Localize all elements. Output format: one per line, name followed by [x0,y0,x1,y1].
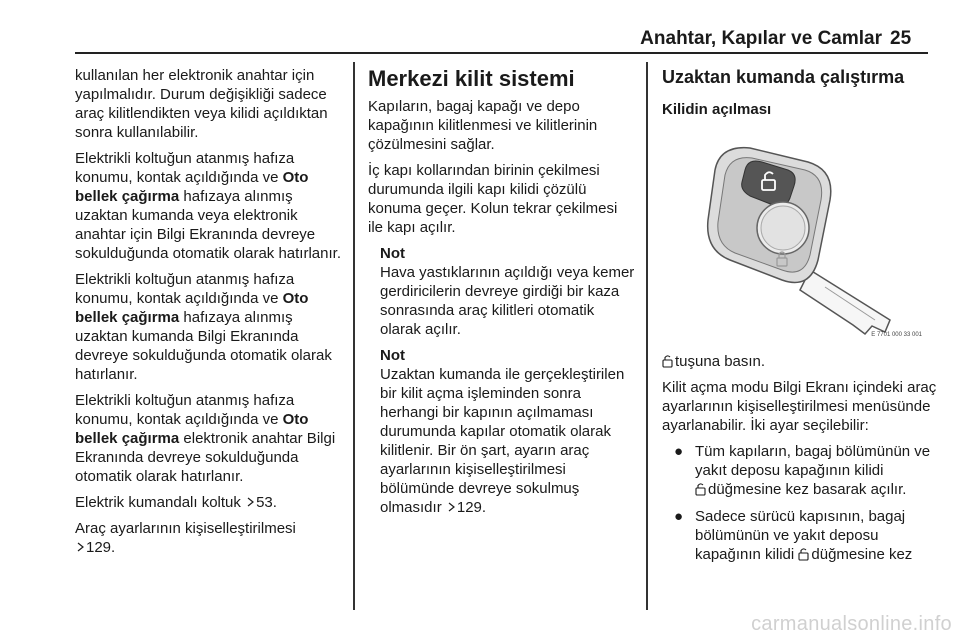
note-block [380,244,636,517]
column-divider-2 [646,62,648,610]
watermark: carmanualsonline.info [751,613,952,635]
unlock-icon [695,482,706,496]
note-text: Uzaktan kumanda ile gerçekleştirilen bir kilit açma işleminden sonra herhangi bir kapının açılmaması durumunda kapılar otomatik olarak kilitlenir. Bir ön şart, ayarın araç ayarlarının kişiselleştirilmesi bölümünde devreye sokulmuş olmasıdır [380,366,625,516]
section-title: Uzaktan kumanda çalıştırma [662,67,905,87]
setting-name: Oto bellek çağırma [75,169,309,205]
note-label: Not [380,347,405,364]
cross-reference[interactable]: 129. [456,499,487,516]
paragraph: Elektrikli koltuğun atanmış hafıza konumu, kontak açıldığında ve Oto bellek çağırma hafızaya alınmış uzaktan kumanda veya elektronik anahtar için Bilgi Ekranında devreye sokulduğunda otomatik olarak hatırlanır. [75,150,341,262]
figure-code: E 7701 000 33 001 [871,332,922,338]
unlock-icon [798,547,809,561]
column-3 [662,66,938,129]
cross-reference[interactable]: Araç ayarlarının kişiselleştirilmesi 129. [75,520,296,556]
paragraph: tuşuna basın. [662,352,938,371]
paragraph: Elektrikli koltuğun atanmış hafıza konumu, kontak açıldığında ve Oto bellek çağırma elektronik anahtar Bilgi Ekranında devreye sokulduğunda otomatik olarak hatırlanır. [75,392,336,485]
note-label: Not [380,245,405,262]
column-2 [368,66,636,524]
list-item: ● Tüm kapıların, bagaj bölümünün ve yakıt deposu kapağının kilidi düğmesine kez basarak açılır. [674,443,931,498]
note-text: Hava yastıklarının açıldığı veya kemer gerdiricilerin devreye girdiği bir kaza sonrasında araç kilitleri otomatik olarak açılır. [380,264,635,338]
setting-name: Oto bellek çağırma [75,411,309,447]
list-item: ● Sadece sürücü kapısının, bagaj bölümünün ve yakıt deposu kapağının kilidi düğmesine kez [674,508,913,563]
bullet-list [662,442,938,564]
column-divider-1 [353,62,355,610]
paragraph: Elektrikli koltuğun atanmış hafıza konumu, kontak açıldığında ve Oto bellek çağırma hafızaya alınmış uzaktan kumanda Bilgi Ekranında devreye sokulduğunda otomatik olarak hatırlanır. [75,271,332,383]
ref-arrow-icon [77,542,84,552]
paragraph: Kilit açma modu Bilgi Ekranı içindeki araç ayarlarının kişiselleştirilmesi menüsünde ayarlanabilir. İki ayar seçilebilir: [662,379,937,434]
paragraph: İç kapı kollarından birinin çekilmesi durumunda ilgili kapı kilidi çözülü konuma geçer. Kolun tekrar çekilmesi ile kapı açılır. [368,162,618,236]
unlock-icon [662,354,673,368]
setting-name: Oto bellek çağırma [75,290,309,326]
header-rule [75,52,928,54]
ref-arrow-icon [247,497,254,507]
header-title: Anahtar, Kapılar ve Camlar [640,28,882,49]
column-1 [75,66,341,564]
ref-arrow-icon [448,502,455,512]
page-number: 25 [890,28,912,49]
section-title: Merkezi kilit sistemi [368,66,575,91]
key-fob-illustration [690,140,930,340]
column-3-lower [662,352,938,572]
paragraph: Kapıların, bagaj kapağı ve depo kapağının kilitlenmesi ve kilitlerinin çözülmesini sağlar. [368,98,598,153]
subsection-title: Kilidin açılması [662,101,772,118]
cross-reference[interactable]: Elektrik kumandalı koltuk 53. [75,494,277,511]
paragraph: kullanılan her elektronik anahtar için yapılmalıdır. Durum değişikliği sadece araç kilitlendikten veya kilidi açıldıktan sonra kullanılabilir. [75,67,328,141]
